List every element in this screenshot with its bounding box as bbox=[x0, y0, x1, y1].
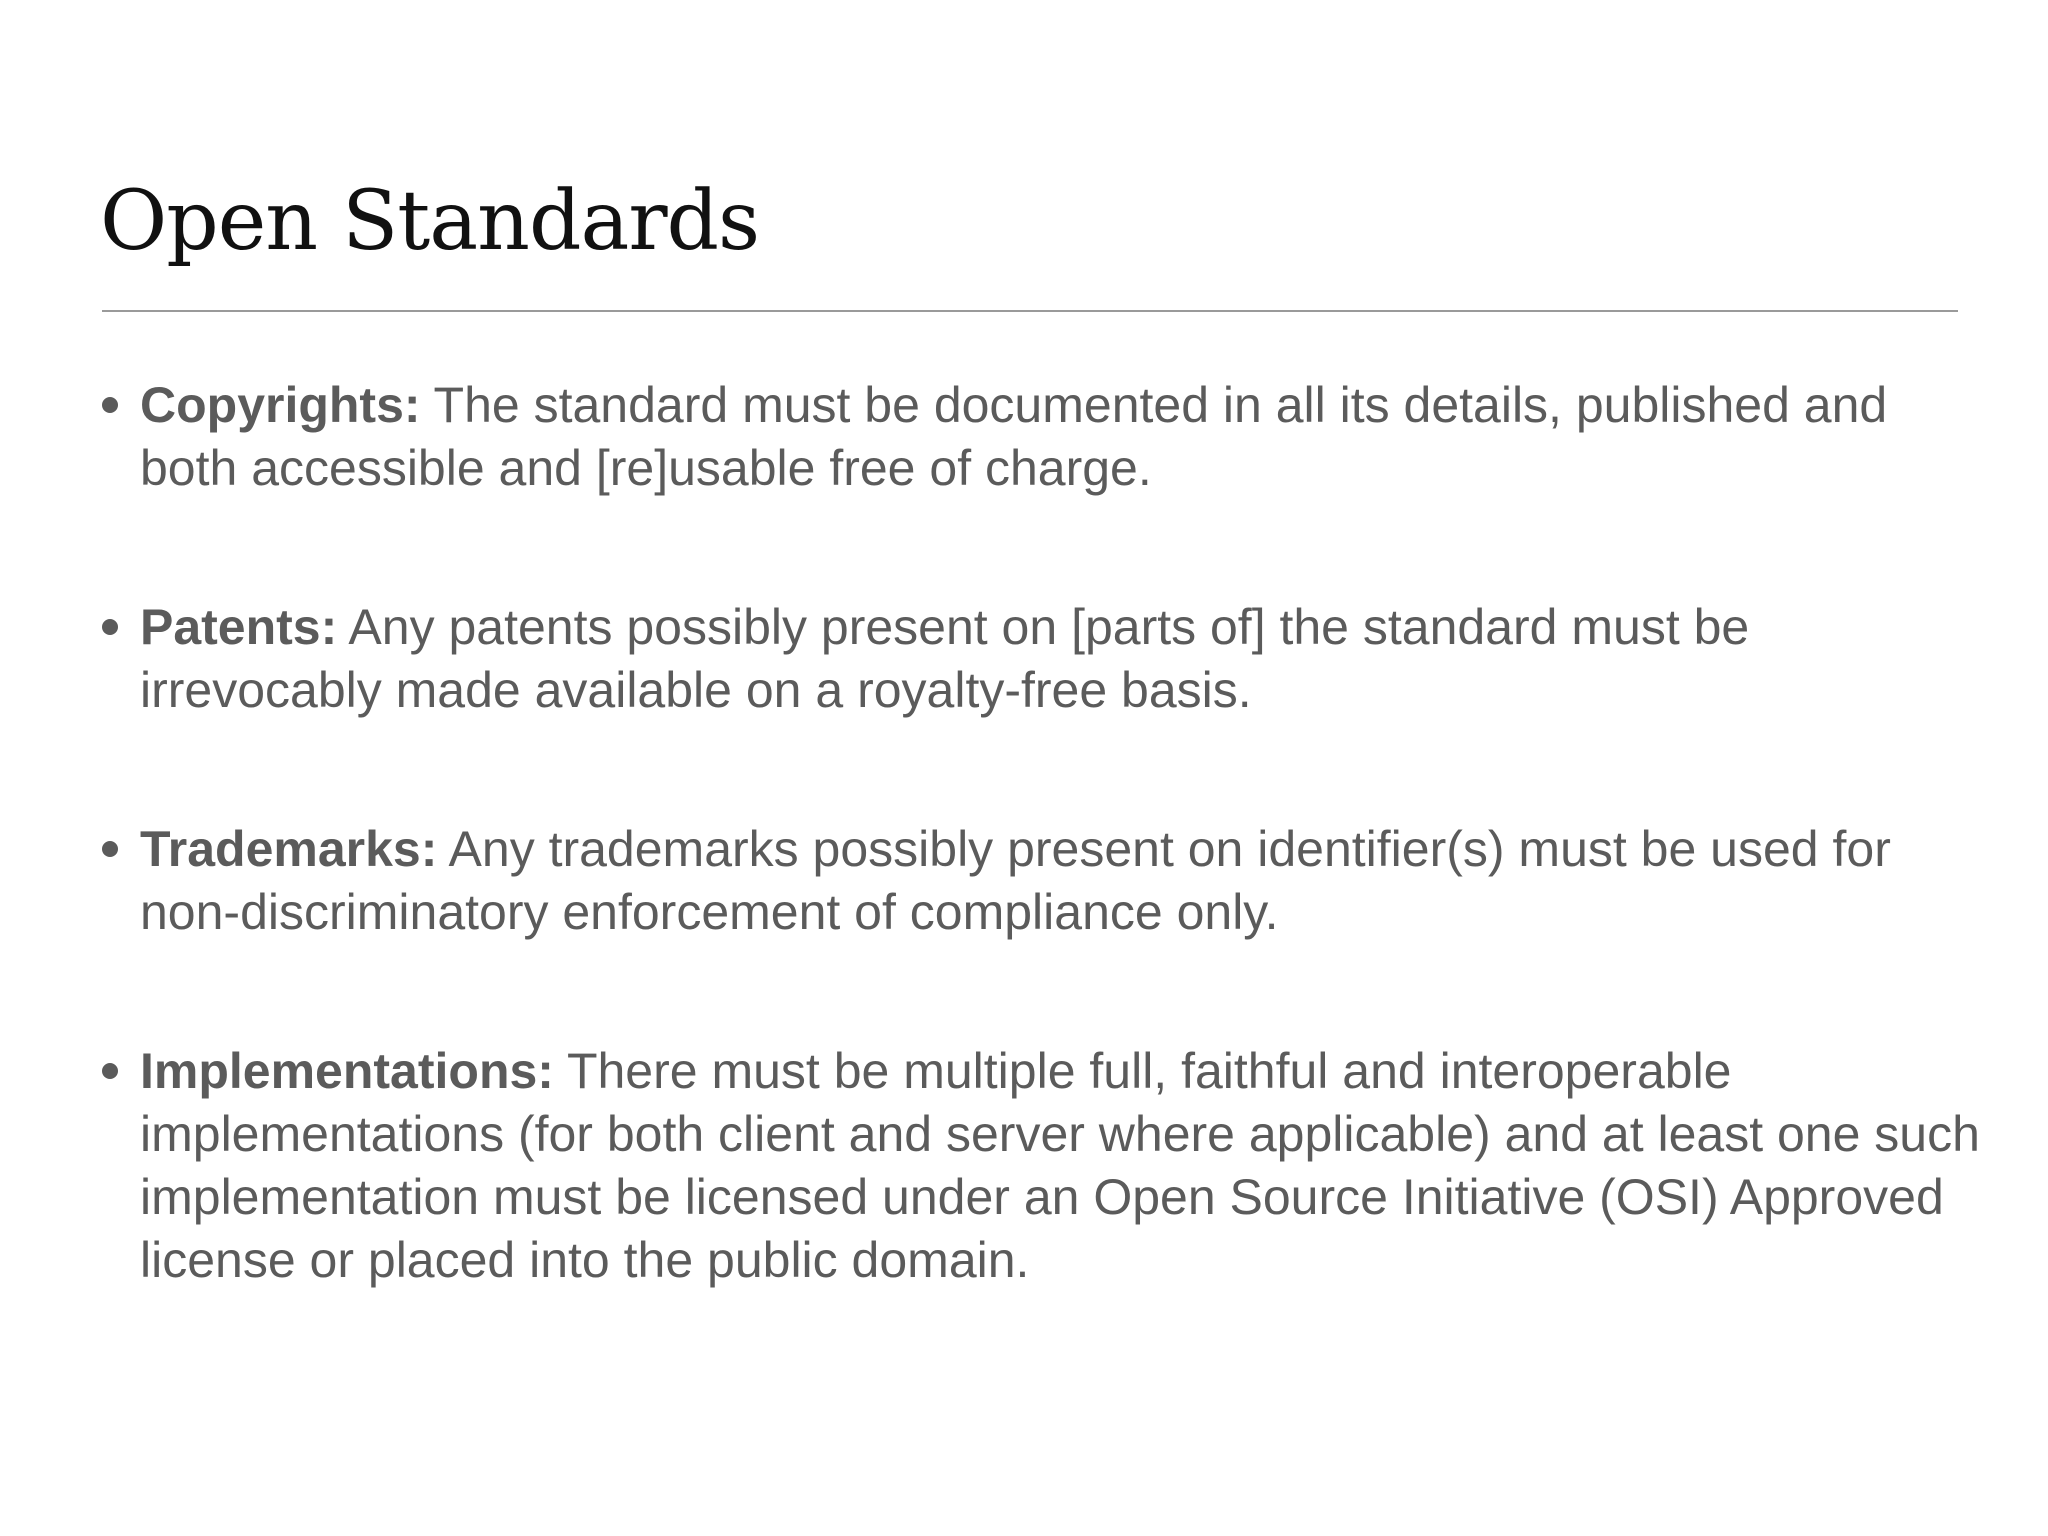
bullet-dot-icon bbox=[102, 841, 118, 857]
bullet-list bbox=[102, 374, 1982, 1388]
bullet-term: Patents: bbox=[140, 599, 338, 655]
bullet-term: Copyrights: bbox=[140, 377, 421, 433]
bullet-item-patents bbox=[102, 596, 1982, 722]
bullet-item-trademarks bbox=[102, 818, 1982, 944]
bullet-text: There must be multiple full, faithful and interoperable implementations (for both client and server where applicable) and at least one such implementation must be licensed under an Open Source Initiative (OSI) Approved license or placed into the public domain. bbox=[140, 1043, 1980, 1288]
bullet-text: Any patents possibly present on [parts of] the standard must be irrevocably made available on a royalty-free basis. bbox=[140, 599, 1750, 718]
bullet-dot-icon bbox=[102, 1063, 118, 1079]
bullet-item-copyrights bbox=[102, 374, 1982, 500]
bullet-term: Implementations: bbox=[140, 1043, 554, 1099]
title-divider bbox=[102, 310, 1958, 312]
bullet-dot-icon bbox=[102, 397, 118, 413]
bullet-text: Any trademarks possibly present on identifier(s) must be used for non-discriminatory enforcement of compliance only. bbox=[140, 821, 1891, 940]
bullet-term: Trademarks: bbox=[140, 821, 438, 877]
bullet-item-implementations bbox=[102, 1040, 1982, 1292]
bullet-dot-icon bbox=[102, 619, 118, 635]
slide-title: Open Standards bbox=[100, 174, 760, 269]
bullet-text: The standard must be documented in all its details, published and both accessible and [re]usable free of charge. bbox=[140, 377, 1888, 496]
